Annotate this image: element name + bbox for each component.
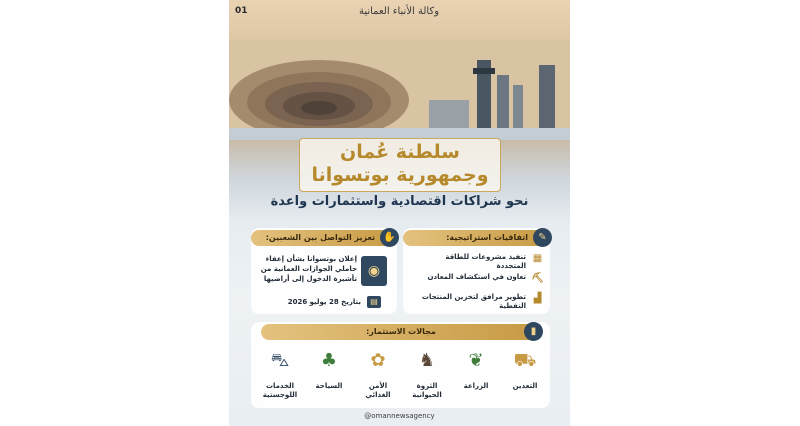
visa-announcement: إعلان بوتسوانا بشأن إعفاء حاملي الجوازات العمانية من تأشيرة الدخول إلى أراضيها <box>260 255 357 283</box>
sector-label: الأمن الغذائي <box>365 382 391 399</box>
agreements-header <box>403 230 550 246</box>
agreement-item-text: تنفيذ مشروعات للطاقة المتجددة <box>445 253 526 270</box>
title-box <box>299 138 501 192</box>
communication-header-label: تعزيز التواصل بين الشعبين: <box>265 233 375 242</box>
handshake-icon: ✋ <box>380 228 399 247</box>
agreement-item-text: تطوير مرافق لتخزين المنتجات النفطية <box>421 293 526 310</box>
sector-mining <box>503 350 547 391</box>
cow-icon: ♞ <box>418 350 436 371</box>
sector-label: التعدين <box>512 382 538 390</box>
page-subtitle: نحو شراكات اقتصادية واستثمارات واعدة <box>270 194 529 209</box>
sector-label: الخدمات اللوجستية <box>262 382 298 399</box>
sector-livestock <box>405 350 449 400</box>
sector-label: الزراعة <box>463 382 489 390</box>
truck-icon: ⛍ <box>270 350 290 371</box>
document-icon: ✎ <box>533 228 552 247</box>
agency-logo: وكالة الأنباء العمانية <box>358 6 440 17</box>
sector-agriculture <box>454 350 498 391</box>
investment-header <box>261 324 541 340</box>
solar-panel-icon: ▦ <box>532 253 543 264</box>
footer-handle: @omannewsagency <box>364 412 435 420</box>
communication-card <box>251 228 397 314</box>
agreement-item-text: تعاون في استكشاف المعادن <box>427 273 526 281</box>
sector-tourism <box>307 350 351 391</box>
plant-icon: ❦ <box>468 350 484 371</box>
mine-and-city-scene <box>229 40 570 140</box>
bar-chart-icon: ▮ <box>524 322 543 341</box>
mining-cart-icon: ⛟ <box>513 350 537 371</box>
investment-card <box>251 322 550 408</box>
infographic-poster <box>229 0 570 426</box>
wheat-icon: ✿ <box>370 350 386 371</box>
communication-header <box>251 230 397 246</box>
investment-header-label: مجالات الاستثمار: <box>366 327 436 336</box>
passport-icon: ◉ <box>361 256 387 286</box>
agreements-card <box>403 228 550 314</box>
calendar-icon: ▤ <box>367 296 381 308</box>
oil-storage-icon: ▟ <box>533 293 542 304</box>
sector-logistics <box>258 350 302 400</box>
visa-date: بتاريخ 28 يوليو 2026 <box>287 298 361 306</box>
title-line-1: سلطنة عُمان <box>340 141 460 163</box>
sector-label: الثروة الحيوانية <box>412 382 442 399</box>
sector-label: السياحة <box>315 382 343 390</box>
title-line-2: وجمهورية بوتسوانا <box>311 164 489 186</box>
agreements-header-label: اتفاقيات استراتيجية: <box>446 233 528 242</box>
page-number: 01 <box>235 6 248 16</box>
mining-icon: ⛏ <box>531 273 544 284</box>
palm-tree-icon: ♣ <box>320 350 338 371</box>
sector-food-security <box>356 350 400 400</box>
